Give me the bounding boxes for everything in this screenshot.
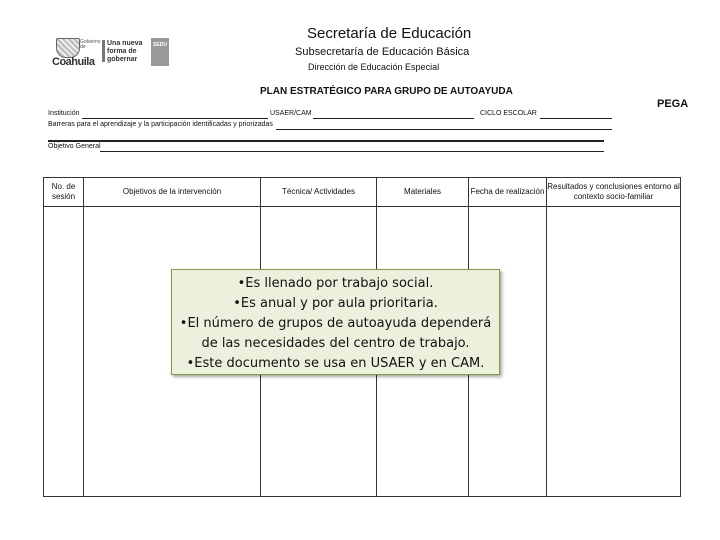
header-sesion: No. de sesión bbox=[44, 178, 84, 207]
sedu-logo bbox=[151, 38, 169, 66]
sedu-text: SEDU bbox=[153, 42, 167, 48]
callout-line: •Es llenado por trabajo social. bbox=[237, 276, 434, 291]
info-callout bbox=[171, 269, 500, 375]
field-institucion: Institución bbox=[48, 110, 80, 117]
gobierno-logo bbox=[102, 40, 148, 66]
department: Dirección de Educación Especial bbox=[308, 62, 440, 72]
objetivo-line bbox=[100, 151, 604, 152]
shield-icon bbox=[56, 38, 80, 58]
field-barreras: Barreras para el aprendizaje y la participación identificadas y priorizadas bbox=[48, 121, 273, 128]
header-tecnica: Técnica/ Actividades bbox=[261, 178, 377, 207]
field-objetivo: Objetivo General bbox=[48, 143, 101, 150]
header-fecha: Fecha de realización bbox=[469, 178, 547, 207]
pega-label: PEGA bbox=[657, 98, 689, 110]
institucion-line bbox=[82, 118, 268, 119]
coahuila-logo bbox=[52, 38, 101, 68]
ciclo-line bbox=[540, 118, 612, 119]
logo-bar bbox=[102, 40, 105, 62]
logo-text: Coahuila bbox=[52, 56, 95, 68]
header-resultados: Resultados y conclusiones entorno al contexto socio-familiar bbox=[547, 178, 681, 207]
logo-small-text: Gobierno de bbox=[80, 39, 101, 50]
table-cell[interactable] bbox=[547, 207, 681, 497]
subtitle: Subsecretaría de Educación Básica bbox=[295, 46, 470, 58]
callout-line: •El número de grupos de autoayuda dependerá bbox=[179, 316, 492, 331]
callout-line: de las necesidades del centro de trabajo. bbox=[201, 336, 470, 351]
plan-title: PLAN ESTRATÉGICO PARA GRUPO DE AUTOAYUDA bbox=[260, 86, 513, 97]
barreras-line-2 bbox=[48, 140, 604, 142]
callout-line: •Es anual y por aula prioritaria. bbox=[233, 296, 438, 311]
page-title: Secretaría de Educación bbox=[307, 25, 472, 42]
table-cell[interactable] bbox=[44, 207, 84, 497]
gobierno-text: Una nueva forma de gobernar bbox=[107, 40, 143, 63]
table-header-row bbox=[44, 178, 681, 207]
field-ciclo: CICLO ESCOLAR bbox=[480, 110, 537, 117]
field-usaer-cam: USAER/CAM bbox=[270, 110, 312, 117]
callout-line: •Este documento se usa en USAER y en CAM. bbox=[186, 356, 485, 371]
barreras-line bbox=[276, 129, 612, 130]
usaer-line bbox=[313, 118, 474, 119]
header-materiales: Materiales bbox=[377, 178, 469, 207]
header-objetivos: Objetivos de la intervención bbox=[84, 178, 261, 207]
